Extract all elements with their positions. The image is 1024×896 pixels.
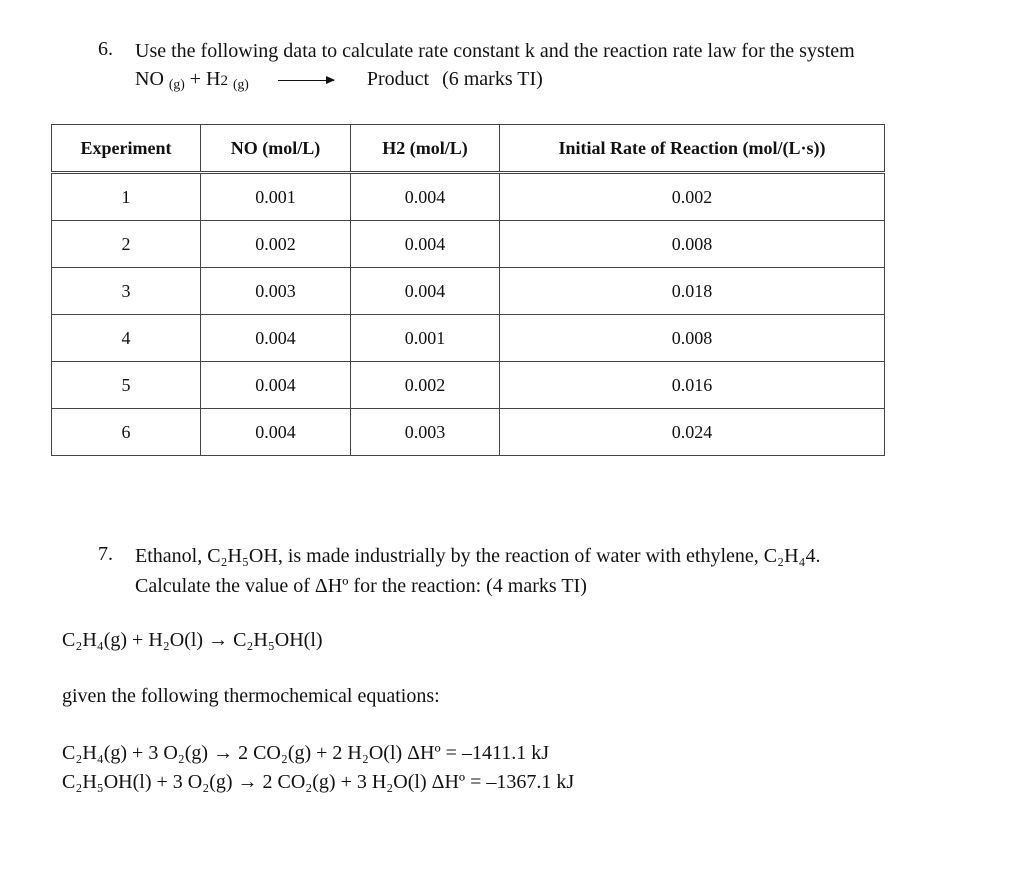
element-h: H bbox=[206, 68, 221, 90]
table-row bbox=[52, 221, 885, 268]
cell-experiment: 2 bbox=[52, 221, 201, 268]
state-label: (g) bbox=[232, 76, 249, 92]
question-6-number: 6. bbox=[98, 38, 113, 60]
header-initial-rate: Initial Rate of Reaction (mol/(L·s)) bbox=[500, 125, 885, 173]
cell-rate: 0.016 bbox=[500, 362, 885, 409]
cell-h2: 0.001 bbox=[351, 315, 500, 362]
cell-rate: 0.018 bbox=[500, 268, 885, 315]
table-row bbox=[52, 362, 885, 409]
cell-rate: 0.024 bbox=[500, 409, 885, 456]
cell-no: 0.004 bbox=[201, 315, 351, 362]
cell-experiment: 4 bbox=[52, 315, 201, 362]
reactant-h2 bbox=[206, 68, 228, 90]
target-reaction: C₂H₄(g) + H₂O(l) → C₂H₅OH(l) bbox=[62, 629, 323, 651]
state-label: (g) bbox=[168, 76, 185, 92]
table-row bbox=[52, 268, 885, 315]
cell-h2: 0.004 bbox=[351, 268, 500, 315]
reactant-no: NO bbox=[135, 68, 164, 90]
table-row bbox=[52, 315, 885, 362]
header-experiment: Experiment bbox=[52, 125, 201, 173]
cell-h2: 0.003 bbox=[351, 409, 500, 456]
header-h2: H2 (mol/L) bbox=[351, 125, 500, 173]
question-6-text: Use the following data to calculate rate constant k and the reaction rate law for the system bbox=[135, 40, 855, 62]
rate-data-table bbox=[51, 124, 885, 456]
marks-label: (6 marks TI) bbox=[442, 68, 543, 90]
cell-h2: 0.002 bbox=[351, 362, 500, 409]
question-7-text-line2: Calculate the value of ΔHº for the reaction: (4 marks TI) bbox=[135, 575, 587, 597]
subscript-2: 2 bbox=[220, 73, 228, 89]
table-header-row bbox=[52, 125, 885, 173]
cell-experiment: 1 bbox=[52, 173, 201, 221]
cell-h2: 0.004 bbox=[351, 221, 500, 268]
thermo-equation-2: C₂H₅OH(l) + 3 O₂(g) → 2 CO₂(g) + 3 H₂O(l) ΔHº = –1367.1 kJ bbox=[62, 771, 575, 793]
question-7-text-line1: Ethanol, C₂H₅OH, is made industrially by the reaction of water with ethylene, C₂H₄4. bbox=[135, 545, 821, 567]
cell-experiment: 3 bbox=[52, 268, 201, 315]
given-label: given the following thermochemical equations: bbox=[62, 685, 440, 707]
plus-sign: + bbox=[189, 68, 202, 90]
table-row bbox=[52, 409, 885, 456]
product-label: Product bbox=[366, 68, 430, 90]
cell-no: 0.002 bbox=[201, 221, 351, 268]
header-no: NO (mol/L) bbox=[201, 125, 351, 173]
cell-experiment: 6 bbox=[52, 409, 201, 456]
table-row bbox=[52, 173, 885, 221]
thermo-equation-1: C₂H₄(g) + 3 O₂(g) → 2 CO₂(g) + 2 H₂O(l) ΔHº = –1411.1 kJ bbox=[62, 742, 549, 764]
cell-rate: 0.008 bbox=[500, 315, 885, 362]
cell-no: 0.003 bbox=[201, 268, 351, 315]
cell-h2: 0.004 bbox=[351, 173, 500, 221]
question-7-number: 7. bbox=[98, 543, 113, 565]
cell-rate: 0.002 bbox=[500, 173, 885, 221]
cell-no: 0.001 bbox=[201, 173, 351, 221]
cell-rate: 0.008 bbox=[500, 221, 885, 268]
cell-no: 0.004 bbox=[201, 409, 351, 456]
question-6-reaction bbox=[135, 65, 543, 95]
reaction-arrow-icon bbox=[278, 80, 334, 81]
cell-no: 0.004 bbox=[201, 362, 351, 409]
cell-experiment: 5 bbox=[52, 362, 201, 409]
